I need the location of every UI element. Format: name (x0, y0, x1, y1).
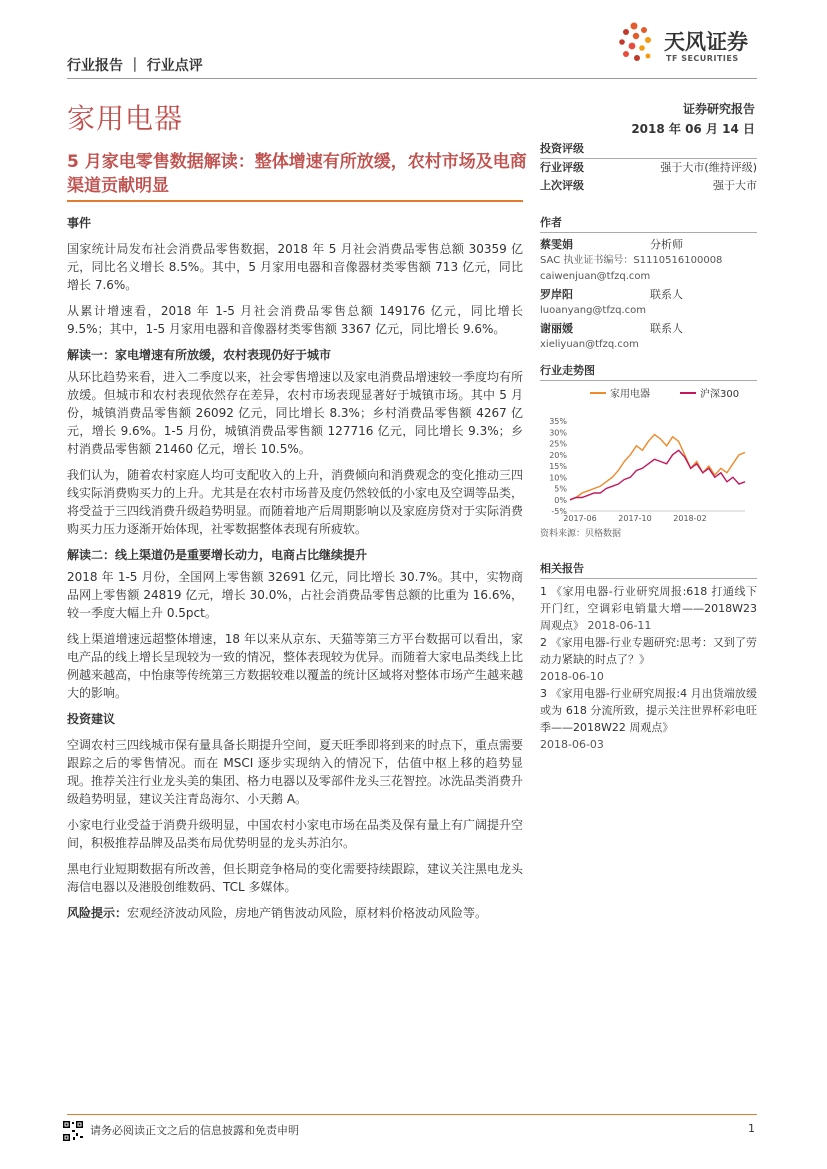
authors-box (540, 214, 757, 352)
risk-paragraph (67, 904, 523, 922)
industry-rating-label: 行业评级 (540, 161, 584, 174)
related-item[interactable] (540, 685, 757, 753)
y-tick-label: 30% (549, 428, 567, 438)
related-reports (540, 560, 757, 753)
main-body (67, 214, 523, 930)
y-tick-label: 35% (549, 417, 567, 426)
rating-box (540, 140, 757, 195)
previous-rating-value: 强于大市 (713, 179, 757, 192)
y-tick-label: 25% (549, 439, 567, 449)
author-email[interactable]: xieliyuan@tfzq.com (540, 339, 639, 350)
report-title: 5 月家电零售数据解读：整体增速有所放缓，农村市场及电商渠道贡献明显 (67, 152, 527, 196)
rating-heading: 投资评级 (540, 140, 757, 159)
footer-divider (67, 1114, 757, 1115)
logo-en-text: TF SECURITIES (666, 54, 739, 63)
author-email[interactable]: luoanyang@tfzq.com (540, 305, 647, 316)
trend-chart (540, 381, 757, 523)
author-role: 分析师 (650, 238, 683, 251)
reading-1-paragraph-1: 从环比趋势来看，进入二季度以来，社会零售增速以及家电消费品增速较一季度均有所放缓。但城市和农村表现依然存在差异，农村市场表现显著好于城镇市场。其中 5 月份，城镇消费品零售额 26092 亿元，同比增长 8.3%；乡村消费品零售额 4267 亿元，增长 9.6%。1-5 月份，城镇消费品零售额 127716 亿元，同比增长 9.3%；乡村消费品零售额 21460 亿元，增长 10.5%。 (67, 370, 524, 456)
page-number: 1 (748, 1122, 755, 1135)
y-tick-label: -5% (551, 507, 567, 516)
author-cert: SAC 执业证书编号：S1110516100008 (540, 255, 723, 266)
reading-2-heading: 解读二：线上渠道仍是重要增长动力，电商占比继续提升 (67, 548, 368, 562)
author-role: 联系人 (650, 288, 683, 301)
disclaimer: 请务必阅读正文之后的信息披露和免责申明 (90, 1124, 299, 1137)
related-item-title[interactable]: 1 《家用电器-行业研究周报:618 打通线下开门红，空调彩电销量大增——2018W23 周观点》 (540, 585, 757, 632)
investment-heading: 投资建议 (67, 712, 116, 726)
related-item-date: 2018-06-03 (540, 738, 604, 751)
previous-rating-row (540, 177, 757, 195)
investment-paragraph-1: 空调农村三四线城市保有量具备长期提升空间，夏天旺季即将到来的时点下，重点需要跟踪之后的零售情况。而在 MSCI 逐步实现纳入的情况下，估值中枢上移的趋势显现。推荐关注行业龙头美的集团、格力电器以及零部件龙头三花智控。冰洗品类消费升级趋势明显，建议关注青岛海尔、小天鹅 A。 (67, 738, 524, 806)
author-email[interactable]: caiwenjuan@tfzq.com (540, 271, 651, 282)
y-tick-label: 20% (549, 450, 567, 460)
event-paragraph-2: 从累计增速看，2018 年 1-5 月社会消费品零售总额 149176 亿元，同比增长 9.5%；其中，1-5 月家用电器和音像器材类零售额 3367 亿元，同比增长 9.6%。 (67, 304, 523, 336)
author-entry (540, 321, 757, 352)
x-tick-label: 2017-06 (563, 514, 597, 523)
x-tick-label: 2018-02 (673, 514, 707, 523)
industry-name: 家用电器 (67, 102, 184, 135)
event-paragraph-1: 国家统计局发布社会消费品零售数据，2018 年 5 月社会消费品零售总额 30359 亿元，同比名义增长 8.5%。其中，5 月家用电器和音像器材类零售额 713 亿元，同比增长 7.6%。 (67, 242, 523, 292)
reading-1-paragraph-2: 我们认为，随着农村家庭人均可支配收入的上升，消费倾向和消费观念的变化推动三四线实际消费购买力的上升。尤其是在农村市场普及度仍然较低的小家电及空调等品类，将受益于三四线消费升级趋势明显。而随着地产后周期影响以及家庭房贷对于实际消费购买力压力逐渐开始体现，社零数据整体表现有所疲软。 (67, 468, 524, 536)
investment-paragraph-2: 小家电行业受益于消费升级明显，中国农村小家电市场在品类及保有量上有广阔提升空间，积极推荐品牌及品类布局优势明显的龙头苏泊尔。 (67, 818, 524, 850)
author-role: 联系人 (650, 322, 683, 335)
related-item[interactable] (540, 583, 757, 634)
author-name: 谢丽媛 (540, 322, 573, 335)
previous-rating-label: 上次评级 (540, 179, 584, 192)
title-underline (67, 200, 523, 202)
y-tick-label: 10% (549, 473, 567, 483)
related-item-date: 2018-06-10 (540, 670, 604, 683)
industry-rating-value: 强于大市(维持评级) (660, 161, 757, 174)
qr-code-icon (62, 1120, 84, 1142)
reading-1-heading: 解读一：家电增速有所放缓，农村表现仍好于城市 (67, 348, 332, 362)
trend-box (540, 362, 757, 539)
related-item-title[interactable]: 2 《家用电器-行业专题研究:思考：又到了劳动力紧缺的时点了？》 (540, 636, 757, 666)
related-item-title[interactable]: 3 《家用电器-行业研究周报:4 月出货端放缓或为 618 分流所致，提示关注世界杯彩电旺季——2018W22 周观点》 (540, 687, 757, 734)
y-tick-label: 15% (549, 462, 567, 471)
logo-cn-text: 天风证券 (664, 30, 748, 54)
chart-source: 资料来源：贝格数据 (540, 529, 622, 539)
industry-rating-row (540, 159, 757, 177)
logo-dots-icon (612, 20, 662, 68)
event-heading: 事件 (67, 216, 92, 230)
author-name: 罗岸阳 (540, 288, 573, 301)
x-tick-label: 2017-10 (618, 514, 652, 523)
reading-2-paragraph-2: 线上渠道增速远超整体增速，18 年以来从京东、天猫等第三方平台数据可以看出，家电产品的线上增长呈现较为一致的情况，整体表现较为优异。而随着大家电品类线上比例越来越高，中怡康等传统第三方数据较难以覆盖的统计区域将对整体市场产生越来越大的影响。 (67, 632, 524, 700)
legend-label: 家用电器 (610, 389, 650, 400)
y-tick-label: 0% (554, 495, 567, 505)
trend-heading: 行业走势图 (540, 362, 757, 381)
author-entry (540, 287, 757, 318)
header-divider (67, 78, 757, 79)
related-heading: 相关报告 (540, 560, 757, 579)
related-item-date: 2018-06-11 (587, 619, 652, 632)
report-date: 2018 年 06 月 14 日 (631, 122, 755, 136)
reading-2-paragraph-1: 2018 年 1-5 月份，全国网上零售额 32691 亿元，同比增长 30.7%。其中，实物商品网上零售额 24819 亿元，增长 30.0%，占社会消费品零售总额的比重为 16.6%，较一季度大幅上升 0.5pct。 (67, 570, 523, 620)
report-category: 行业报告 ｜ 行业点评 (67, 58, 203, 74)
risk-text: 宏观经济波动风险，房地产销售波动风险，原材料价格波动风险等。 (127, 906, 488, 920)
y-tick-label: 5% (554, 484, 567, 494)
author-name: 蔡雯娟 (540, 238, 573, 251)
legend-label: 沪深300 (700, 389, 740, 400)
report-type: 证券研究报告 (682, 102, 755, 116)
related-item[interactable] (540, 634, 757, 685)
risk-label: 风险提示： (67, 906, 128, 920)
series-line (570, 435, 745, 500)
investment-paragraph-3: 黑电行业短期数据有所改善，但长期竞争格局的变化需要持续跟踪，建议关注黑电龙头海信电器以及港股创维数码、TCL 多媒体。 (67, 862, 524, 894)
series-line (570, 450, 745, 500)
tf-securities-logo (612, 20, 762, 68)
author-entry (540, 237, 757, 284)
authors-heading: 作者 (540, 214, 757, 233)
